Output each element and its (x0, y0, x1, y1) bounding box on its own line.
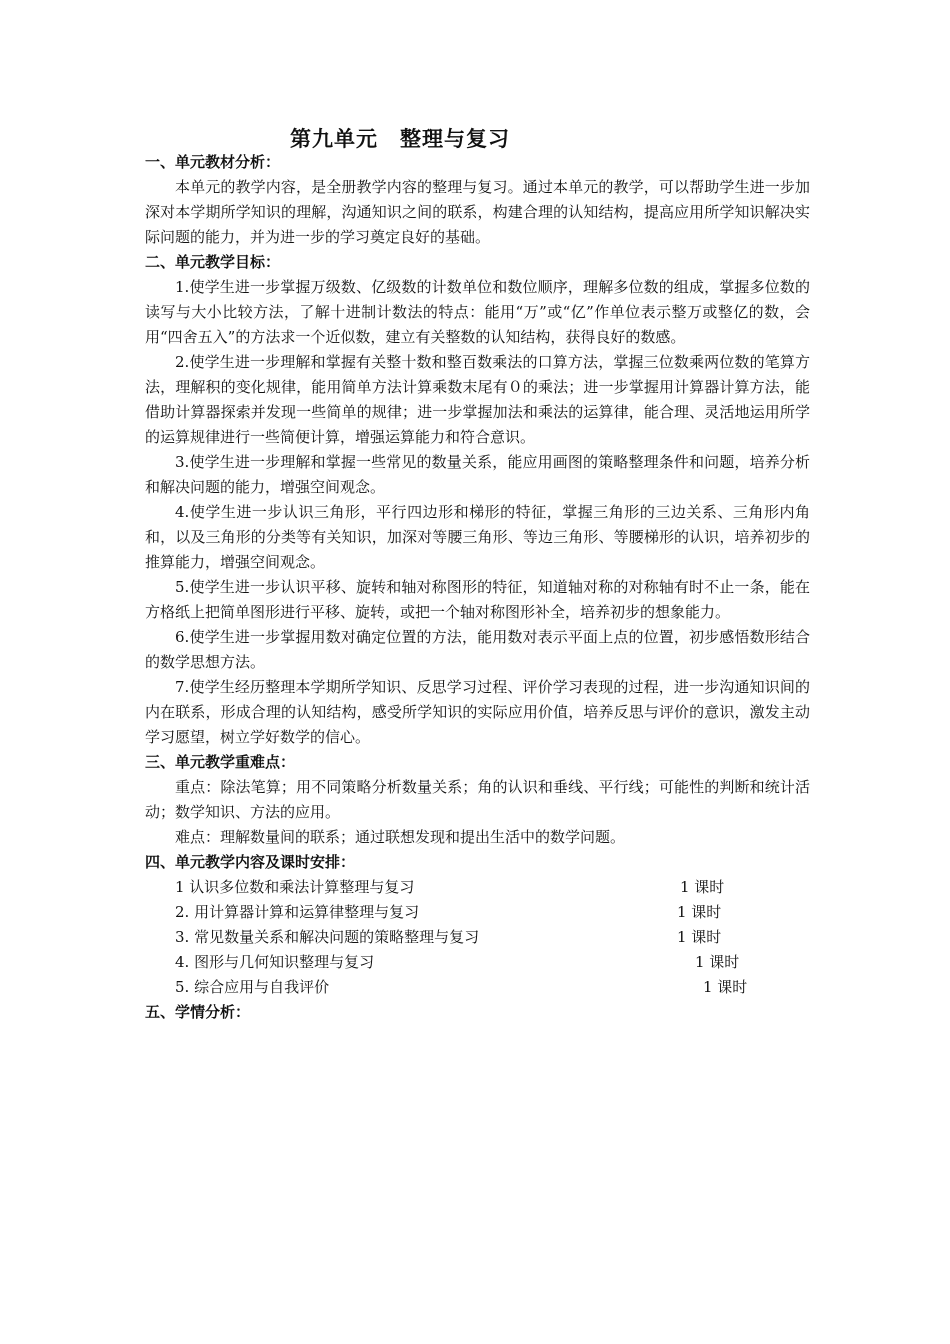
schedule-hours: 1 课时 (695, 953, 740, 971)
section-heading-4: 四、单元教学内容及课时安排： (145, 853, 356, 871)
section-heading-1: 一、单元教材分析： (145, 153, 281, 171)
difficulties-paragraph: 难点：理解数量间的联系；通过联想发现和提出生活中的数学问题。 (175, 828, 626, 846)
schedule-item: 2. 用计算器计算和运算律整理与复习 (175, 903, 420, 921)
schedule-hours: 1 课时 (703, 978, 748, 996)
goal-paragraph-1: 1.使学生进一步掌握万级数、亿级数的计数单位和数位顺序，理解多位数的组成，掌握多位数的读写与大小比较方法，了解十进制计数法的特点：能用“万”或“亿”作单位表示整万或整亿的数，会用“四舍五入”的方法求一个近似数，建立有关整数的认知结构，获得良好的数感。 (145, 278, 810, 346)
schedule-item: 1 认识多位数和乘法计算整理与复习 (175, 878, 415, 896)
goal-paragraph-5: 5.使学生进一步认识平移、旋转和轴对称图形的特征，知道轴对称的对称轴有时不止一条，能在方格纸上把简单图形进行平移、旋转，或把一个轴对称图形补全，培养初步的想象能力。 (145, 578, 810, 621)
schedule-hours: 1 课时 (680, 878, 725, 896)
schedule-row (145, 900, 810, 925)
document-title: 第九单元 整理与复习 (290, 126, 510, 151)
schedule-item: 4. 图形与几何知识整理与复习 (175, 953, 375, 971)
goal-paragraph-4: 4.使学生进一步认识三角形，平行四边形和梯形的特征，掌握三角形的三边关系、三角形内角和，以及三角形的分类等有关知识，加深对等腰三角形、等边三角形、等腰梯形的认识，培养初步的推算能力，增强空间观念。 (145, 503, 810, 571)
goal-paragraph-6: 6.使学生进一步掌握用数对确定位置的方法，能用数对表示平面上点的位置，初步感悟数形结合的数学思想方法。 (145, 628, 810, 671)
section-heading-2: 二、单元教学目标： (145, 253, 281, 271)
key-points-paragraph: 重点：除法笔算；用不同策略分析数量关系；角的认识和垂线、平行线；可能性的判断和统计活动；数学知识、方法的应用。 (145, 778, 810, 821)
goal-paragraph-3: 3.使学生进一步理解和掌握一些常见的数量关系，能应用画图的策略整理条件和问题，培养分析和解决问题的能力，增强空间观念。 (145, 453, 810, 496)
document-body (145, 150, 810, 1025)
section-heading-3: 三、单元教学重难点： (145, 753, 296, 771)
goal-paragraph-2: 2.使学生进一步理解和掌握有关整十数和整百数乘法的口算方法，掌握三位数乘两位数的笔算方法，理解积的变化规律，能用简单方法计算乘数末尾有０的乘法；进一步掌握用计算器计算方法，能借助计算器探索并发现一些简单的规律；进一步掌握加法和乘法的运算律，能合理、灵活地运用所学的运算规律进行一些简便计算，增强运算能力和符合意识。 (145, 353, 810, 446)
schedule-row (145, 950, 810, 975)
section-heading-5: 五、学情分析： (145, 1003, 251, 1021)
goal-paragraph-7: 7.使学生经历整理本学期所学知识、反思学习过程、评价学习表现的过程，进一步沟通知识间的内在联系，形成合理的认知结构，感受所学知识的实际应用价值，培养反思与评价的意识，激发主动学习愿望，树立学好数学的信心。 (145, 678, 810, 746)
schedule-item: 3. 常见数量关系和解决问题的策略整理与复习 (175, 928, 480, 946)
schedule-row (145, 875, 810, 900)
section-1-paragraph: 本单元的教学内容，是全册教学内容的整理与复习。通过本单元的教学，可以帮助学生进一步加深对本学期所学知识的理解，沟通知识之间的联系，构建合理的认知结构，提高应用所学知识解决实际问题的能力，并为进一步的学习奠定良好的基础。 (145, 178, 810, 246)
schedule-row (145, 925, 810, 950)
schedule-row (145, 975, 810, 1000)
schedule-item: 5. 综合应用与自我评价 (175, 978, 330, 996)
schedule-hours: 1 课时 (677, 903, 722, 921)
schedule-hours: 1 课时 (677, 928, 722, 946)
